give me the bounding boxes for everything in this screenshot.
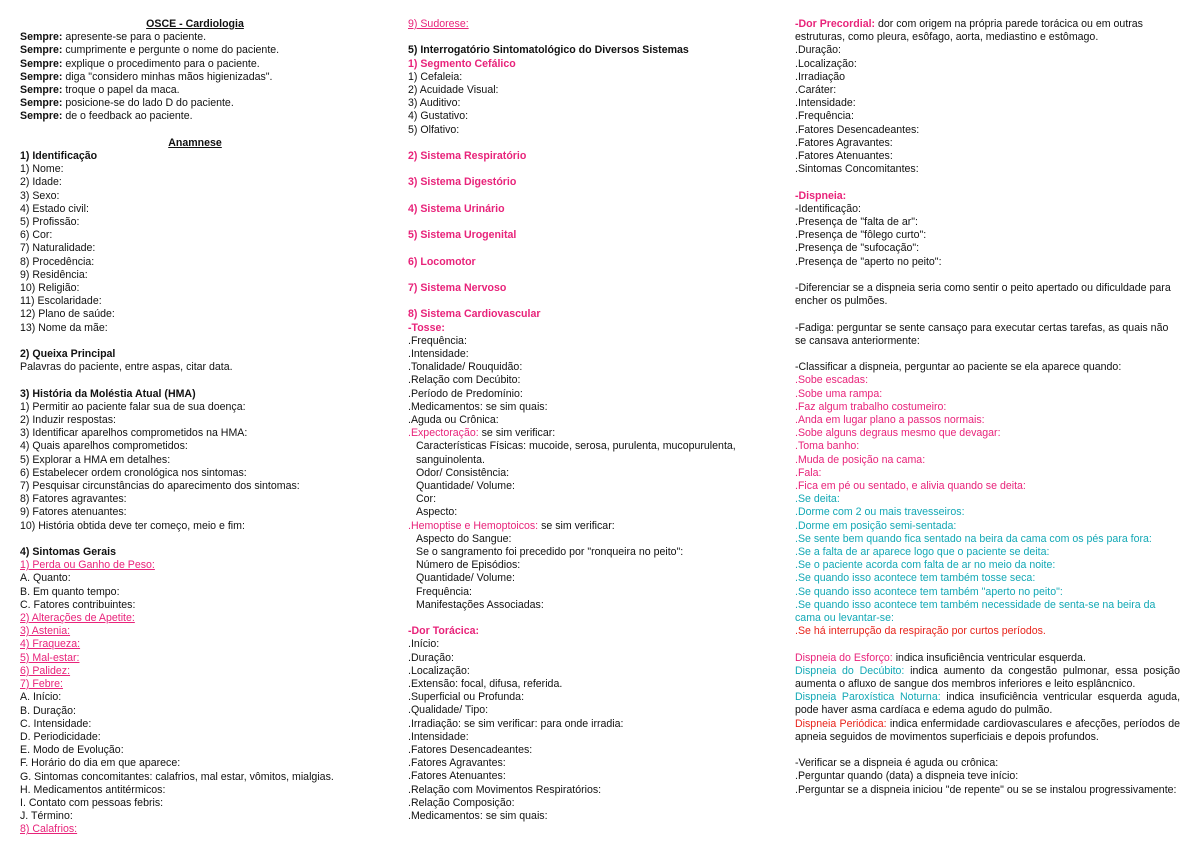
text-line: .Se a falta de ar aparece logo que o paciente se deita: <box>795 546 1050 559</box>
text-line: 5) Olfativo: <box>408 123 460 136</box>
text-line: .Se quando isso acontece tem também "aperto no peito": <box>795 585 1063 598</box>
text-segment: Sempre: <box>20 70 63 83</box>
text-line <box>795 18 1180 44</box>
text-segment: Sempre: <box>20 44 63 57</box>
text-line: Palavras do paciente, entre aspas, citar data. <box>20 361 233 374</box>
spacer <box>20 374 370 387</box>
text-line: .Frequência: <box>408 334 467 347</box>
text-line <box>20 58 370 71</box>
text-line: .Se quando isso acontece tem também necessidade de senta-se na beira da cama ou levantar-se: <box>795 598 1156 625</box>
text-line: 4) Gustativo: <box>408 110 469 123</box>
text-line: 6) Palidez: <box>20 664 71 677</box>
spacer <box>408 190 772 203</box>
text-line: 1) Segmento Cefálico <box>408 57 516 70</box>
text-line: I. Contato com pessoas febris: <box>20 796 164 809</box>
text-line: 3) História da Moléstia Atual (HMA) <box>20 387 196 400</box>
text-segment: troque o papel da maca. <box>62 84 180 97</box>
text-line: 2) Induzir respostas: <box>20 414 116 427</box>
text-line: .Qualidade/ Tipo: <box>408 704 489 717</box>
text-line: 2) Queixa Principal <box>20 348 116 361</box>
text-line: .Fatores Agravantes: <box>795 136 893 149</box>
text-line: .Localização: <box>408 664 470 677</box>
text-segment: dor com origem na própria parede torácica ou em outras estruturas, como pleura, esôfago, aorta, mediastino e estômago. <box>795 18 1143 44</box>
text-line <box>20 97 370 110</box>
text-line: .Perguntar quando (data) a dispneia teve início: <box>795 770 1019 783</box>
text-line: .Perguntar se a dispneia iniciou "de repente" ou se se instalou progressivamente: <box>795 783 1177 796</box>
text-line: -Identificação: <box>795 202 861 215</box>
text-line: 8) Procedência: <box>20 255 95 268</box>
text-line: -Dispneia: <box>795 189 847 202</box>
text-line: .Fatores Atenuantes: <box>795 150 893 163</box>
text-line: 4) Sintomas Gerais <box>20 546 116 559</box>
text-line: 2) Acuidade Visual: <box>408 84 499 96</box>
text-segment: Dispneia do Esforço: <box>795 651 893 664</box>
text-line: -Diferenciar se a dispneia seria como sentir o peito apertado ou dificuldade para encher os pulmões. <box>795 282 1171 308</box>
spacer <box>408 31 772 44</box>
text-line: C. Fatores contribuintes: <box>20 598 136 611</box>
text-line <box>795 665 1180 691</box>
text-line: .Toma banho: <box>795 440 860 453</box>
text-line: 13) Nome da mãe: <box>20 321 108 334</box>
text-line: 3) Sistema Digestório <box>408 176 517 189</box>
text-line: .Se deita: <box>795 493 840 506</box>
text-line: .Frequência: <box>795 110 854 123</box>
text-line: F. Horário do dia em que aparece: <box>20 757 181 770</box>
text-line: Se o sangramento foi precedido por "ronqueira no peito": <box>416 546 684 558</box>
text-line: B. Em quanto tempo: <box>20 585 120 598</box>
text-line: .Relação com Decúbito: <box>408 374 521 387</box>
text-line: 5) Profissão: <box>20 216 80 229</box>
text-line: 9) Fatores atenuantes: <box>20 506 127 519</box>
text-line: 3) Sexo: <box>20 189 60 202</box>
text-line: 7) Febre: <box>20 678 63 691</box>
text-line: 6) Locomotor <box>408 255 476 268</box>
text-line: 9) Residência: <box>20 268 88 281</box>
text-line: Manifestações Associadas: <box>416 598 544 611</box>
text-line: -Fadiga: perguntar se sente cansaço para executar certas tarefas, as quais não se cansava anteriormente: <box>795 321 1169 347</box>
text-line: Frequência: <box>416 585 472 598</box>
text-line: .Dorme em posição semi-sentada: <box>795 519 957 532</box>
text-line: E. Modo de Evolução: <box>20 744 124 757</box>
text-line: 3) Auditivo: <box>408 97 461 110</box>
spacer <box>20 124 370 137</box>
text-line: 2) Sistema Respiratório <box>408 150 527 162</box>
text-line: 2) Alterações de Apetite: <box>20 612 135 625</box>
text-line: G. Sintomas concomitantes: calafrios, mal estar, vômitos, mialgias. <box>20 770 334 783</box>
text-line: 1) Perda ou Ganho de Peso: <box>20 559 155 572</box>
text-line: .Localização: <box>795 57 857 70</box>
text-line: 9) Sudorese: <box>408 18 469 30</box>
text-line: Aspecto: <box>416 506 458 519</box>
text-line: Cor: <box>416 493 437 506</box>
text-segment: Sempre: <box>20 84 63 97</box>
text-segment: .Expectoração: <box>408 427 479 440</box>
text-line: .Extensão: focal, difusa, referida. <box>408 678 563 691</box>
text-line: .Irradiação <box>795 70 846 83</box>
spacer <box>795 348 1180 361</box>
text-line: Aspecto do Sangue: <box>416 532 512 545</box>
text-line: .Intensidade: <box>408 347 469 360</box>
text-line: .Tonalidade/ Rouquidão: <box>408 361 523 374</box>
text-line: .Sobe escadas: <box>795 374 869 387</box>
spacer <box>795 744 1180 757</box>
text-segment: se sim verificar: <box>478 427 556 440</box>
text-line: 5) Explorar a HMA em detalhes: <box>20 453 171 466</box>
text-line: Número de Episódios: <box>416 559 521 572</box>
text-line <box>795 718 1180 744</box>
text-line: .Sobe uma rampa: <box>795 387 883 400</box>
text-line: .Dorme com 2 ou mais travesseiros: <box>795 506 965 519</box>
text-segment: diga "considero minhas mãos higienizadas". <box>62 70 273 83</box>
spacer <box>408 137 772 150</box>
spacer <box>408 163 772 176</box>
text-line <box>20 44 370 57</box>
text-line: .Fatores Desencadeantes: <box>795 123 920 136</box>
text-line: -Verificar se a dispneia é aguda ou crônica: <box>795 757 999 770</box>
text-line: Anamnese <box>168 136 222 149</box>
text-line: .Relação com Movimentos Respiratórios: <box>408 783 602 796</box>
text-line <box>20 110 370 123</box>
text-line: -Tosse: <box>408 321 445 334</box>
text-line: .Caráter: <box>795 84 837 97</box>
text-segment: cumprimente e pergunte o nome do paciente. <box>62 44 280 57</box>
text-line: A. Quanto: <box>20 572 71 585</box>
text-line: .Muda de posição na cama: <box>795 453 926 466</box>
text-line <box>20 71 370 84</box>
text-segment: Dispneia Periódica: <box>795 717 887 730</box>
spacer <box>795 638 1180 651</box>
text-segment: indica aumento da congestão pulmonar, essa posição aumenta o afluxo de sangue dos membros inferiores e leito esplâncnico. <box>795 664 1180 691</box>
text-segment: Sempre: <box>20 57 63 70</box>
text-line: 10) Religião: <box>20 282 80 295</box>
text-line: .Irradiação: se sim verificar: para onde irradia: <box>408 717 624 730</box>
text-line: D. Periodicidade: <box>20 730 101 743</box>
text-line <box>795 691 1180 717</box>
spacer <box>408 612 772 625</box>
text-line: .Presença de "fôlego curto": <box>795 229 927 242</box>
text-line: .Se há interrupção da respiração por curtos períodos. <box>795 625 1046 638</box>
text-line: .Presença de "sufocação": <box>795 242 920 255</box>
text-line: .Se quando isso acontece tem também tosse seca: <box>795 572 1036 585</box>
text-line <box>20 84 370 97</box>
text-line: 8) Calafrios: <box>20 823 78 836</box>
spacer <box>408 295 772 308</box>
text-line: Odor/ Consistência: <box>416 466 510 479</box>
text-line: .Fatores Agravantes: <box>408 757 506 770</box>
text-segment: indica enfermidade cardiovasculares e afecções, períodos de apneia seguidos de movimentos superficiais e depois profundos. <box>795 717 1180 743</box>
text-line: 4) Estado civil: <box>20 202 89 215</box>
text-line: 5) Interrogatório Sintomatológico do Diversos Sistemas <box>408 44 689 57</box>
text-line: 6) Cor: <box>20 229 53 242</box>
spacer <box>20 335 370 348</box>
text-line: .Fala: <box>795 466 822 479</box>
text-line: H. Medicamentos antitérmicos: <box>20 783 166 796</box>
text-segment: apresente-se para o paciente. <box>62 31 207 44</box>
text-line: J. Término: <box>20 810 73 823</box>
text-segment: Sempre: <box>20 97 63 110</box>
text-line: .Faz algum trabalho costumeiro: <box>795 400 947 413</box>
text-line: .Superficial ou Profunda: <box>408 691 525 704</box>
text-line: 7) Sistema Nervoso <box>408 281 507 294</box>
text-line: .Fica em pé ou sentado, e alivia quando se deita: <box>795 480 1026 493</box>
spacer <box>408 216 772 229</box>
column-right <box>795 18 1180 797</box>
text-line: 7) Naturalidade: <box>20 242 96 255</box>
text-line: 12) Plano de saúde: <box>20 308 115 321</box>
text-segment: se sim verificar: <box>538 519 615 532</box>
text-line: C. Intensidade: <box>20 717 92 730</box>
text-line: 1) Nome: <box>20 163 64 176</box>
text-line: 5) Sistema Urogenital <box>408 229 517 242</box>
text-line: .Duração: <box>795 44 841 57</box>
text-line: .Fatores Desencadeantes: <box>408 744 533 757</box>
text-line: .Anda em lugar plano a passos normais: <box>795 414 985 427</box>
text-segment: Dispneia Paroxística Noturna: <box>795 691 941 704</box>
text-line: 7) Pesquisar circunstâncias do aparecimento dos sintomas: <box>20 480 300 493</box>
text-line: 1) Identificação <box>20 150 98 163</box>
text-line: 8) Fatores agravantes: <box>20 493 127 506</box>
text-line: -Dor Torácica: <box>408 625 480 638</box>
text-line: .Período de Predomínio: <box>408 387 523 400</box>
text-line: 4) Quais aparelhos comprometidos: <box>20 440 188 453</box>
text-line: .Duração: <box>408 651 454 664</box>
text-line: .Intensidade: <box>795 97 856 110</box>
text-line: .Relação Composição: <box>408 796 515 809</box>
text-line: 2) Idade: <box>20 176 62 189</box>
text-line: .Início: <box>408 638 440 651</box>
spacer <box>795 269 1180 282</box>
spacer <box>795 308 1180 321</box>
text-segment: Dispneia do Decúbito: <box>795 664 905 677</box>
text-segment: de o feedback ao paciente. <box>62 110 193 123</box>
text-line: 5) Mal-estar: <box>20 651 80 664</box>
text-segment: explique o procedimento para o paciente. <box>62 57 260 70</box>
text-line: 4) Sistema Urinário <box>408 202 505 215</box>
text-segment: -Dor Precordial: <box>795 18 876 30</box>
text-line: .Sintomas Concomitantes: <box>795 163 919 176</box>
text-line: .Se sente bem quando fica sentado na beira da cama com os pés para fora: <box>795 532 1152 545</box>
text-line: 8) Sistema Cardiovascular <box>408 308 541 321</box>
column-left <box>20 18 370 837</box>
text-line: 10) História obtida deve ter começo, meio e fim: <box>20 519 245 532</box>
text-line: 3) Astenia: <box>20 625 71 638</box>
text-line: Características Físicas: mucoide, serosa, purulenta, mucopurulenta, sanguinolenta. <box>416 440 736 466</box>
text-line: 1) Cefaleia: <box>408 70 463 83</box>
text-segment: indica insuficiência ventricular esquerda aguda, pode haver asma cardíaca e edema agudo do pulmão. <box>795 691 1181 717</box>
text-line: .Aguda ou Crônica: <box>408 413 499 426</box>
text-segment: posicione-se do lado D do paciente. <box>62 97 234 110</box>
text-line: 6) Estabelecer ordem cronológica nos sintomas: <box>20 466 247 479</box>
text-line <box>20 31 370 44</box>
text-line: OSCE - Cardiologia <box>146 18 244 30</box>
text-line: 4) Fraqueza: <box>20 638 81 651</box>
text-line: 1) Permitir ao paciente falar sua de sua doença: <box>20 400 246 413</box>
text-line <box>795 652 1180 665</box>
text-line: .Intensidade: <box>408 730 469 743</box>
text-line: 3) Identificar aparelhos comprometidos na HMA: <box>20 427 248 440</box>
text-segment: .Hemoptise e Hemoptoicos: <box>408 519 539 532</box>
text-line: .Presença de "falta de ar": <box>795 216 918 229</box>
text-line: B. Duração: <box>20 704 76 717</box>
spacer <box>408 269 772 282</box>
text-line: .Fatores Atenuantes: <box>408 770 506 783</box>
text-line: .Medicamentos: se sim quais: <box>408 810 548 823</box>
spacer <box>408 242 772 255</box>
text-segment: Sempre: <box>20 110 63 123</box>
spacer <box>795 176 1180 189</box>
text-line: A. Início: <box>20 691 62 704</box>
column-middle <box>408 18 772 823</box>
text-line <box>408 427 772 440</box>
text-line: .Presença de "aperto no peito": <box>795 255 942 268</box>
text-line: .Sobe alguns degraus mesmo que devagar: <box>795 427 1001 440</box>
text-line: 11) Escolaridade: <box>20 295 102 308</box>
text-line: .Se o paciente acorda com falta de ar no meio da noite: <box>795 559 1056 572</box>
text-segment: Sempre: <box>20 31 63 44</box>
text-line <box>408 520 772 533</box>
text-segment: indica insuficiência ventricular esquerda. <box>892 651 1086 664</box>
text-line: Quantidade/ Volume: <box>416 572 515 585</box>
text-line: .Medicamentos: se sim quais: <box>408 400 548 413</box>
text-line: Quantidade/ Volume: <box>416 479 515 492</box>
text-line: -Classificar a dispneia, perguntar ao paciente se ela aparece quando: <box>795 361 1122 374</box>
spacer <box>20 533 370 546</box>
